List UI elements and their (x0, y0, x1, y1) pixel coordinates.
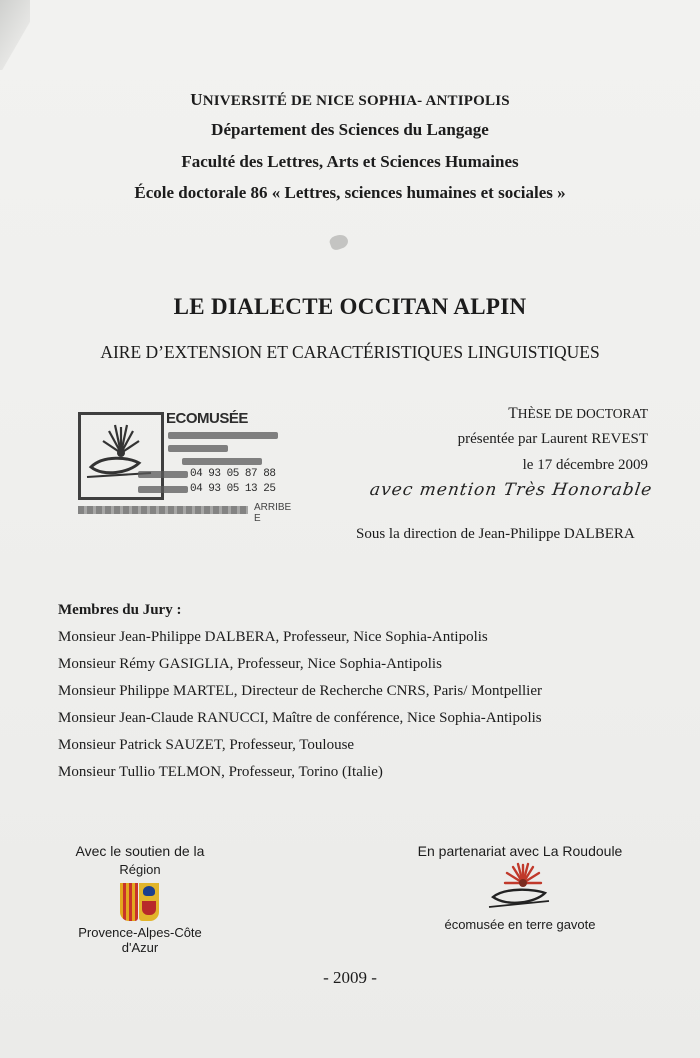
jury-member: Monsieur Rémy GASIGLIA, Professeur, Nice Sophia-Antipolis (58, 656, 442, 672)
stamp-footer-line (78, 506, 248, 514)
stamp-name: ECOMUSÉE (166, 410, 248, 427)
region-sponsor (60, 843, 220, 955)
stamp-label-line (138, 471, 188, 478)
stamp-logo-icon (81, 415, 161, 497)
thesis-type (508, 405, 648, 423)
partner-sponsor (410, 843, 630, 932)
region-logo-icon (120, 883, 160, 921)
ecomusee-flower-icon (485, 861, 555, 915)
stamp-address-line (182, 458, 262, 465)
thesis-director: Sous la direction de Jean-Philippe DALBERA (356, 526, 635, 542)
region-sponsor-line1: Avec le soutien de la (75, 843, 205, 859)
jury-title: Membres du Jury : (58, 602, 182, 618)
partner-line2: écomusée en terre gavote (444, 917, 596, 932)
thesis-author: présentée par Laurent REVEST (457, 431, 648, 447)
jury-list (58, 628, 542, 790)
thesis-type-initial: T (508, 405, 518, 422)
ecomusee-logo-icon (485, 861, 555, 915)
region-logo-bird (143, 886, 155, 896)
jury-member: Monsieur Jean-Claude RANUCCI, Maître de conférence, Nice Sophia-Antipolis (58, 710, 542, 726)
thesis-date: le 17 décembre 2009 (522, 457, 648, 473)
ink-smudge (328, 232, 350, 251)
stamp-label-line (138, 486, 188, 493)
ecomusee-stamp (78, 408, 303, 524)
stamp-footer-word: ARRIBE E (254, 502, 292, 524)
stamp-fax: 04 93 05 13 25 (190, 483, 276, 495)
thesis-title: LE DIALECTE OCCITAN ALPIN (173, 294, 527, 319)
department-name: Département des Sciences du Langage (211, 120, 489, 139)
region-sponsor-line2: Région (119, 862, 161, 877)
doctoral-school: École doctorale 86 « Lettres, sciences humaines et sociales » (134, 183, 566, 202)
partner-line1: En partenariat avec La Roudoule (417, 843, 623, 859)
stamp-address-line (168, 432, 278, 439)
jury-member: Monsieur Patrick SAUZET, Professeur, Toulouse (58, 737, 355, 753)
publication-year: - 2009 - (323, 968, 377, 987)
stamp-address-line (168, 445, 228, 452)
jury-member: Monsieur Philippe MARTEL, Directeur de Recherche CNRS, Paris/ Montpellier (58, 683, 543, 699)
university-name-rest: NIVERSITÉ DE NICE SOPHIA- ANTIPOLIS (202, 93, 510, 109)
paper-corner-fold (0, 0, 30, 70)
university-initial: U (190, 90, 203, 109)
handwritten-mention: avec mention Très Honorable (368, 480, 654, 500)
region-logo-stripes (120, 883, 138, 921)
thesis-type-rest: HÈSE DE DOCTORAT (517, 406, 648, 421)
jury-member: Monsieur Tullio TELMON, Professeur, Torino (Italie) (58, 764, 383, 780)
faculty-name: Faculté des Lettres, Arts et Sciences Humaines (181, 152, 519, 171)
thesis-subtitle: AIRE D’EXTENSION ET CARACTÉRISTIQUES LINGUISTIQUES (100, 342, 600, 362)
region-name: Provence-Alpes-Côte d'Azur (78, 925, 202, 955)
stamp-footer (78, 502, 300, 524)
stamp-phone: 04 93 05 87 88 (190, 468, 276, 480)
university-name (0, 90, 700, 110)
jury-member: Monsieur Jean-Philippe DALBERA, Professeur, Nice Sophia-Antipolis (58, 629, 488, 645)
